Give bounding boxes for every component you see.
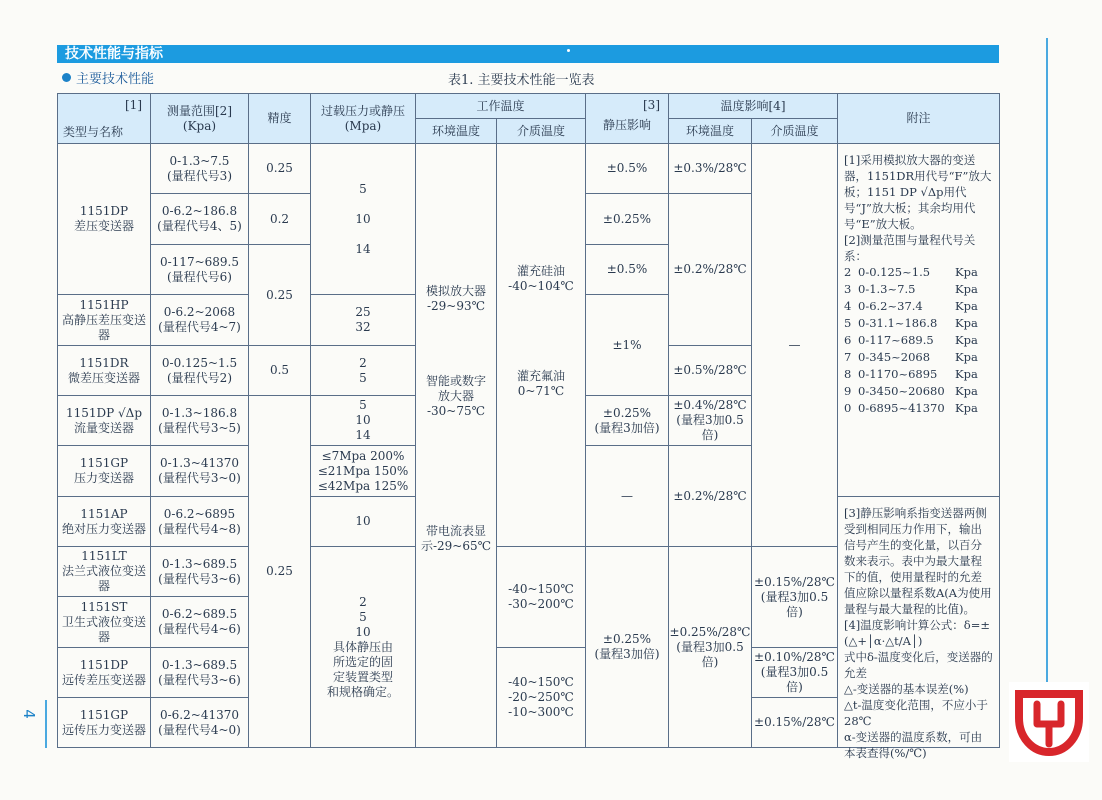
accuracy-cell [248,193,311,245]
model-name-text: 1151GP 压力变送器 [73,456,134,485]
range-cell-text: 0-6.2~6895 (量程代号4~8) [158,506,241,536]
range-cell-text: 0-1.3~689.5 (量程代号3~6) [158,657,241,687]
static-effect-cell-text: ±1% [612,337,642,352]
overload-cell [310,496,416,547]
header-medium-temp-text: 介质温度 [516,123,565,138]
model-name [57,496,151,547]
medium-temp-text: 灌充硅油 -40~104℃ [508,264,574,293]
page-number: 4 [19,709,38,719]
accuracy-cell-text: 0.2 [269,211,290,226]
temp-env-cell-text: ±0.4%/28℃ (量程3加0.5倍) [673,398,747,442]
model-name-text: 1151GP 远传压力变送器 [61,707,146,737]
note-cell-2-text: [3]静压影响系指变送器两侧受到相同压力作用下，输出信号产生的变化量，以百分数来表示。表中为最大量程下的值，使用量程时的允差值应除以量程系数A(A为使用量程与最大量程的比值)。 [4]温度影响计算公式：δ=±(△+│α·△t/A│) 式中δ-温度变化后，变送器的允差 △-变送器的基本误差(%) △t-温度变化范围，不应小于28℃ α-变送器的温度系数，可由本表查得(%/℃) [844,506,993,760]
overload-cell-text: 5 10 14 [355,398,371,442]
header-temp-effect [668,93,838,119]
header-medium-temp [496,118,586,144]
static-effect-cell-text: ±0.25% [602,211,652,226]
static-effect-cell-text: ±0.5% [606,262,648,276]
range-cell [150,345,249,396]
header-temp-medium [751,118,838,144]
range-cell-text: 0-1.3~7.5 (量程代号3) [167,153,232,183]
header-static-footnote: [3] [643,98,660,112]
temp-medium-cell-text: — [788,337,801,352]
model-name [57,546,151,597]
overload-cell-text: 5 10 14 [355,181,371,256]
model-name [57,596,151,648]
header-type-label: 类型与名称 [63,125,124,139]
accuracy-cell-text: 0.25 [266,161,293,175]
section-title [62,68,154,87]
right-border-line [1046,38,1048,762]
model-name-text: 1151DP √Δp 流量变送器 [65,405,143,435]
static-effect-cell [585,546,669,748]
range-cell-text: 0-6.2~2068 (量程代号4~7) [158,305,241,334]
range-cell-text: 0-1.3~41370 (量程代号3~0) [158,456,241,485]
range-cell [150,647,249,698]
temp-env-cell [668,345,752,396]
range-cell-text: 0-6.2~186.8 (量程代号4、5) [157,204,242,233]
accuracy-cell [248,244,311,346]
range-cell-text: 0-1.3~689.5 (量程代号3~6) [158,556,241,586]
env-temp-text: 智能或数字 放大器 -30~75℃ [425,374,486,418]
header-type [57,93,151,144]
scale-cell: 2 [844,265,852,279]
scale-cell: 0-345~2068 [858,350,931,364]
overload-cell [310,445,416,497]
scale-cell: Kpa [955,265,978,279]
model-name-text: 1151DP 远传差压变送器 [61,657,146,687]
static-effect-cell-text: — [621,488,633,503]
left-margin-line [45,700,47,748]
scale-cell: 0 [844,401,852,415]
overload-cell-text: 25 32 [355,305,371,334]
header-dot [567,49,570,52]
section-header-bar [57,45,999,63]
temp-env-cell [668,143,752,194]
range-cell [150,496,249,547]
range-cell [150,193,249,245]
header-type-footnote: [1] [125,98,142,112]
temp-env-cell-text: ±0.2%/28℃ [673,262,747,276]
table-caption: 表1. 主要技术性能一览表 [448,73,595,88]
scale-cell: Kpa [955,401,978,415]
model-name-text: 1151LT 法兰式液位变送器 [61,549,146,593]
range-cell-text: 0-6.2~689.5 (量程代号4~6) [158,607,241,636]
scale-cell: 0-6.2~37.4 [858,299,923,313]
header-temp-medium-text: 介质温度 [770,123,819,138]
header-overload-text: 过载压力或静压 (Mpa) [320,103,405,133]
env-temp-text: 模拟放大器 -29~93℃ [425,284,486,313]
range-cell-text: 0-1.3~186.8 (量程代号3~5) [158,405,241,435]
overload-cell-text: 2 5 [359,355,367,385]
scale-cell: Kpa [955,384,978,398]
header-overload [310,93,416,144]
temp-medium-cell-text: ±0.10%/28℃ (量程3加0.5倍) [754,650,835,694]
header-env-temp [415,118,497,144]
medium-temp-cell [496,546,586,648]
temp-env-cell-text: ±0.25%/28℃ (量程3加0.5倍) [669,624,751,669]
model-name [57,697,151,748]
range-cell [150,395,249,446]
static-effect-cell [585,193,669,245]
range-cell-text: 0-6.2~41370 (量程代号4~0) [158,707,241,737]
range-cell [150,445,249,497]
scale-cell: 0-0.125~1.5 [858,265,931,279]
scale-cell: Kpa [955,367,978,381]
temp-env-cell-text: ±0.2%/28℃ [673,488,747,503]
temp-env-cell [668,445,752,547]
accuracy-cell-text: 0.25 [266,564,293,578]
header-work-temp-text: 工作温度 [476,98,525,113]
scale-cell: Kpa [955,333,978,347]
header-temp-env [668,118,752,144]
model-name-text: 1151DR 微差压变送器 [67,355,140,385]
temp-medium-cell [751,143,838,547]
medium-temp-text: 灌充氟油 0~71℃ [516,369,565,398]
temp-env-cell-text: ±0.5%/28℃ [673,363,747,377]
header-range [150,93,249,144]
overload-cell-text: ≤7Mpa 200% ≤21Mpa 150% ≤42Mpa 125% [317,448,409,493]
section-title-text: 主要技术性能 [76,72,155,87]
overload-cell [310,395,416,446]
note-1-text: [1]采用模拟放大器的变送器，1151DR用代号“F”放大板；1151 DP √Δp用代号“J”放大板；其余均用代号“E”放大板。 [2]测量范围与量程代号关系： [844,153,992,263]
header-work-temp [415,93,586,119]
model-name-text: 1151HP 高静压差压变送器 [61,297,146,342]
scale-cell: Kpa [955,350,978,364]
static-effect-cell [585,445,669,547]
range-cell [150,143,249,194]
static-effect-cell [585,143,669,194]
header-notes-text: 附注 [906,111,931,125]
range-cell [150,697,249,748]
scale-cell: 8 [844,367,852,381]
range-cell-text: 0-117~689.5 (量程代号6) [159,254,239,284]
range-cell-text: 0-0.125~1.5 (量程代号2) [161,355,238,385]
range-cell [150,546,249,597]
range-code-scale [844,264,993,416]
scale-cell: 7 [844,350,852,364]
header-env-temp-text: 环境温度 [431,123,480,138]
header-notes [837,93,1000,144]
model-name [57,395,151,446]
spec-table [57,93,999,760]
header-temp-effect-text: 温度影响[4] [720,98,786,113]
note-cell-2 [837,496,1000,760]
temp-medium-cell [751,697,838,748]
range-cell [150,294,249,346]
model-name-text: 1151DP 差压变送器 [73,204,134,233]
scale-cell: 9 [844,384,852,398]
overload-cell-text: 10 [355,514,371,528]
static-effect-cell-text: ±0.25% (量程3加倍) [594,632,660,661]
header-title: 技术性能与指标 [65,46,163,62]
note-1 [844,152,993,416]
overload-cell-text: 2 5 10 具体静压由 所选定的固 定装置类型 和规格确定。 [326,594,399,699]
model-name [57,294,151,346]
model-name-text: 1151ST 卫生式液位变送器 [61,599,146,644]
bullet-icon [62,73,71,82]
scale-cell: 6 [844,333,852,347]
overload-cell [310,294,416,346]
temp-medium-cell [751,546,838,648]
temp-env-cell-text: ±0.3%/28℃ [673,161,747,175]
scale-cell: Kpa [955,316,978,330]
medium-temp-cell-text: -40~150℃ -20~250℃ -10~300℃ [508,675,574,719]
model-name [57,143,151,295]
medium-temp-cell [496,647,586,748]
header-static-label: 静压影响 [602,118,651,132]
scale-cell: 0-31.1~186.8 [858,316,938,330]
scale-cell: 0-1170~6895 [858,367,938,381]
static-effect-cell [585,395,669,446]
model-name [57,345,151,396]
static-effect-cell [585,244,669,295]
note-cell-1 [837,143,1000,497]
overload-cell [310,143,416,295]
accuracy-cell [248,395,311,748]
static-effect-cell-text: ±0.5% [606,161,648,175]
temp-medium-cell-text: ±0.15%/28℃ [754,715,835,729]
medium-temp-cell-text: -40~150℃ -30~200℃ [508,582,574,611]
env-temp-cell [415,143,497,748]
range-cell [150,244,249,295]
scale-cell: 3 [844,282,852,296]
scale-cell: Kpa [955,282,978,296]
scale-cell: 4 [844,299,852,313]
header-static [585,93,669,144]
header-accuracy [248,93,311,144]
temp-env-cell [668,546,752,748]
static-effect-cell-text: ±0.25% (量程3加倍) [594,405,660,435]
overload-cell [310,546,416,748]
range-cell [150,596,249,648]
medium-temp-cell [496,143,586,547]
env-temp-text: 带电流表显 示-29~65℃ [420,524,492,553]
header-range-text: 测量范围[2] (Kpa) [167,103,232,133]
brand-logo-icon [1007,680,1091,764]
header-accuracy-text: 精度 [267,111,292,125]
temp-medium-cell-text: ±0.15%/28℃ (量程3加0.5倍) [754,574,835,619]
overload-cell [310,345,416,396]
scale-cell: 0-6895~41370 [858,401,945,415]
scale-cell: Kpa [955,299,978,313]
temp-env-cell [668,193,752,346]
accuracy-cell-text: 0.5 [269,363,290,377]
scale-cell: 0-117~689.5 [858,333,934,347]
model-name [57,445,151,497]
scale-cell: 5 [844,316,852,330]
temp-env-cell [668,395,752,446]
scale-cell: 0-3450~20680 [858,384,945,398]
model-name-text: 1151AP 绝对压力变送器 [61,506,146,536]
temp-medium-cell [751,647,838,698]
model-name [57,647,151,698]
accuracy-cell [248,345,311,396]
header-temp-env-text: 环境温度 [685,123,734,138]
accuracy-cell-text: 0.25 [266,287,293,302]
static-effect-cell [585,294,669,396]
scale-cell: 0-1.3~7.5 [858,282,916,296]
accuracy-cell [248,143,311,194]
